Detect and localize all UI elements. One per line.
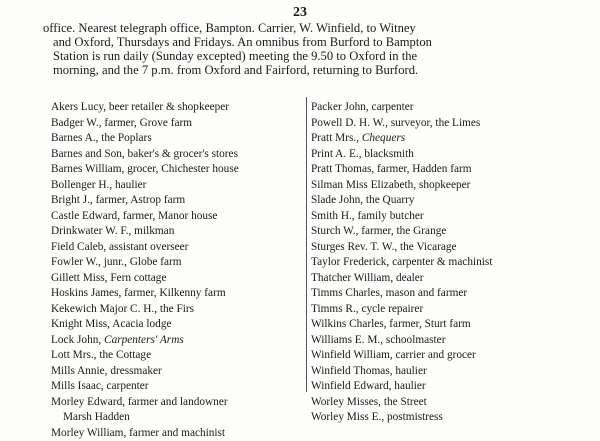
entry-text: Pratt Thomas, farmer, Hadden farm bbox=[311, 163, 472, 175]
entry-note: Carpenters' Arms bbox=[104, 334, 184, 346]
directory-entry bbox=[51, 364, 304, 380]
directory-entry bbox=[311, 209, 593, 225]
entry-text: Bollenger H., haulier bbox=[51, 179, 146, 191]
directory-entry bbox=[51, 255, 304, 271]
directory-entry bbox=[51, 131, 304, 147]
entry-text: Worley Miss E., postmistress bbox=[311, 411, 443, 423]
entry-text: Lock John, bbox=[51, 334, 104, 346]
entry-text: Mills Annie, dressmaker bbox=[51, 365, 162, 377]
entry-text: Pratt Mrs., bbox=[311, 132, 362, 144]
entry-text: Castle Edward, farmer, Manor house bbox=[51, 210, 217, 222]
entry-text: Hoskins James, farmer, Kilkenny farm bbox=[51, 287, 226, 299]
entry-text: Worley Misses, the Street bbox=[311, 396, 427, 408]
page-number: 23 bbox=[0, 5, 600, 21]
entry-text: Winfield Thomas, haulier bbox=[311, 365, 427, 377]
entry-text: Bright J., farmer, Astrop farm bbox=[51, 194, 185, 206]
directory-entry bbox=[51, 379, 304, 395]
directory-entry bbox=[311, 193, 593, 209]
directory-entry bbox=[51, 426, 304, 441]
entry-text: Akers Lucy, beer retailer & shopkeeper bbox=[51, 101, 229, 113]
entry-text: Mills Isaac, carpenter bbox=[51, 380, 149, 392]
directory-entry bbox=[51, 178, 304, 194]
intro-line: and Oxford, Thursdays and Fridays. An omnibus from Burford to Bampton bbox=[43, 35, 573, 49]
directory-entry bbox=[311, 162, 593, 178]
entry-text: Morley William, farmer and machinist bbox=[51, 427, 225, 439]
entry-text: Thatcher William, dealer bbox=[311, 272, 424, 284]
entry-text: Kekewich Major C. H., the Firs bbox=[51, 303, 194, 315]
directory-entry bbox=[51, 317, 304, 333]
intro-line: morning, and the 7 p.m. from Oxford and Fairford, returning to Burford. bbox=[43, 63, 573, 77]
intro-paragraph bbox=[43, 21, 573, 77]
directory-entry bbox=[311, 147, 593, 163]
entry-text: Slade John, the Quarry bbox=[311, 194, 415, 206]
entry-text: Taylor Frederick, carpenter & machinist bbox=[311, 256, 492, 268]
entry-text: Winfield Edward, haulier bbox=[311, 380, 426, 392]
entry-text: Badger W., farmer, Grove farm bbox=[51, 117, 192, 129]
entry-continuation: Marsh Hadden bbox=[51, 410, 304, 426]
directory-entry bbox=[51, 209, 304, 225]
entry-text: Barnes A., the Poplars bbox=[51, 132, 152, 144]
directory-entry bbox=[311, 348, 593, 364]
entry-text: Packer John, carpenter bbox=[311, 101, 414, 113]
directory-entry bbox=[311, 286, 593, 302]
entry-text: Barnes and Son, baker's & grocer's stores bbox=[51, 148, 238, 160]
entry-text: Barnes William, grocer, Chichester house bbox=[51, 163, 239, 175]
entry-text: Sturges Rev. T. W., the Vicarage bbox=[311, 241, 457, 253]
directory-entry bbox=[311, 178, 593, 194]
directory-entry bbox=[51, 348, 304, 364]
entry-text: Wilkins Charles, farmer, Sturt farm bbox=[311, 318, 471, 330]
directory-entry bbox=[311, 302, 593, 318]
directory-entry bbox=[51, 224, 304, 240]
entry-text: Smith H., family butcher bbox=[311, 210, 424, 222]
intro-line: office. Nearest telegraph office, Bampton. Carrier, W. Winfield, to Witney bbox=[43, 21, 573, 35]
directory-entry bbox=[311, 240, 593, 256]
directory-entry bbox=[311, 131, 593, 147]
directory-column-left bbox=[51, 100, 304, 441]
entry-text: Fowler W., junr., Globe farm bbox=[51, 256, 182, 268]
entry-text: Timms Charles, mason and farmer bbox=[311, 287, 467, 299]
entry-text: Williams E. M., schoolmaster bbox=[311, 334, 445, 346]
directory-entry bbox=[51, 395, 304, 426]
directory-entry bbox=[311, 100, 593, 116]
directory-entry bbox=[311, 379, 593, 395]
directory-column-right bbox=[311, 100, 593, 426]
directory-entry bbox=[311, 410, 593, 426]
directory-entry bbox=[51, 100, 304, 116]
directory-entry bbox=[311, 317, 593, 333]
directory-entry bbox=[311, 116, 593, 132]
intro-line: Station is run daily (Sunday excepted) meeting the 9.50 to Oxford in the bbox=[43, 49, 573, 63]
entry-text: Powell D. H. W., surveyor, the Limes bbox=[311, 117, 480, 129]
entry-text: Winfield William, carrier and grocer bbox=[311, 349, 476, 361]
directory-entry bbox=[51, 116, 304, 132]
entry-note: Chequers bbox=[362, 132, 405, 144]
entry-text: Lott Mrs., the Cottage bbox=[51, 349, 151, 361]
entry-text: Print A. E., blacksmith bbox=[311, 148, 414, 160]
entry-text: Knight Miss, Acacia lodge bbox=[51, 318, 171, 330]
directory-entry bbox=[311, 395, 593, 411]
directory-entry bbox=[51, 193, 304, 209]
directory-entry bbox=[311, 255, 593, 271]
directory-entry bbox=[51, 286, 304, 302]
directory-entry bbox=[51, 333, 304, 349]
directory-entry bbox=[311, 333, 593, 349]
entry-text: Drinkwater W. F., milkman bbox=[51, 225, 174, 237]
directory-entry bbox=[51, 271, 304, 287]
column-divider bbox=[306, 97, 307, 392]
directory-entry bbox=[311, 364, 593, 380]
directory-entry bbox=[311, 224, 593, 240]
directory-entry bbox=[311, 271, 593, 287]
entry-text: Silman Miss Elizabeth, shopkeeper bbox=[311, 179, 470, 191]
directory-entry bbox=[51, 302, 304, 318]
entry-text: Sturch W., farmer, the Grange bbox=[311, 225, 446, 237]
directory-entry bbox=[51, 240, 304, 256]
entry-text: Gillett Miss, Fern cottage bbox=[51, 272, 166, 284]
entry-text: Morley Edward, farmer and landowner bbox=[51, 396, 228, 408]
entry-text: Timms R., cycle repairer bbox=[311, 303, 423, 315]
entry-text: Field Caleb, assistant overseer bbox=[51, 241, 188, 253]
directory-entry bbox=[51, 147, 304, 163]
directory-entry bbox=[51, 162, 304, 178]
